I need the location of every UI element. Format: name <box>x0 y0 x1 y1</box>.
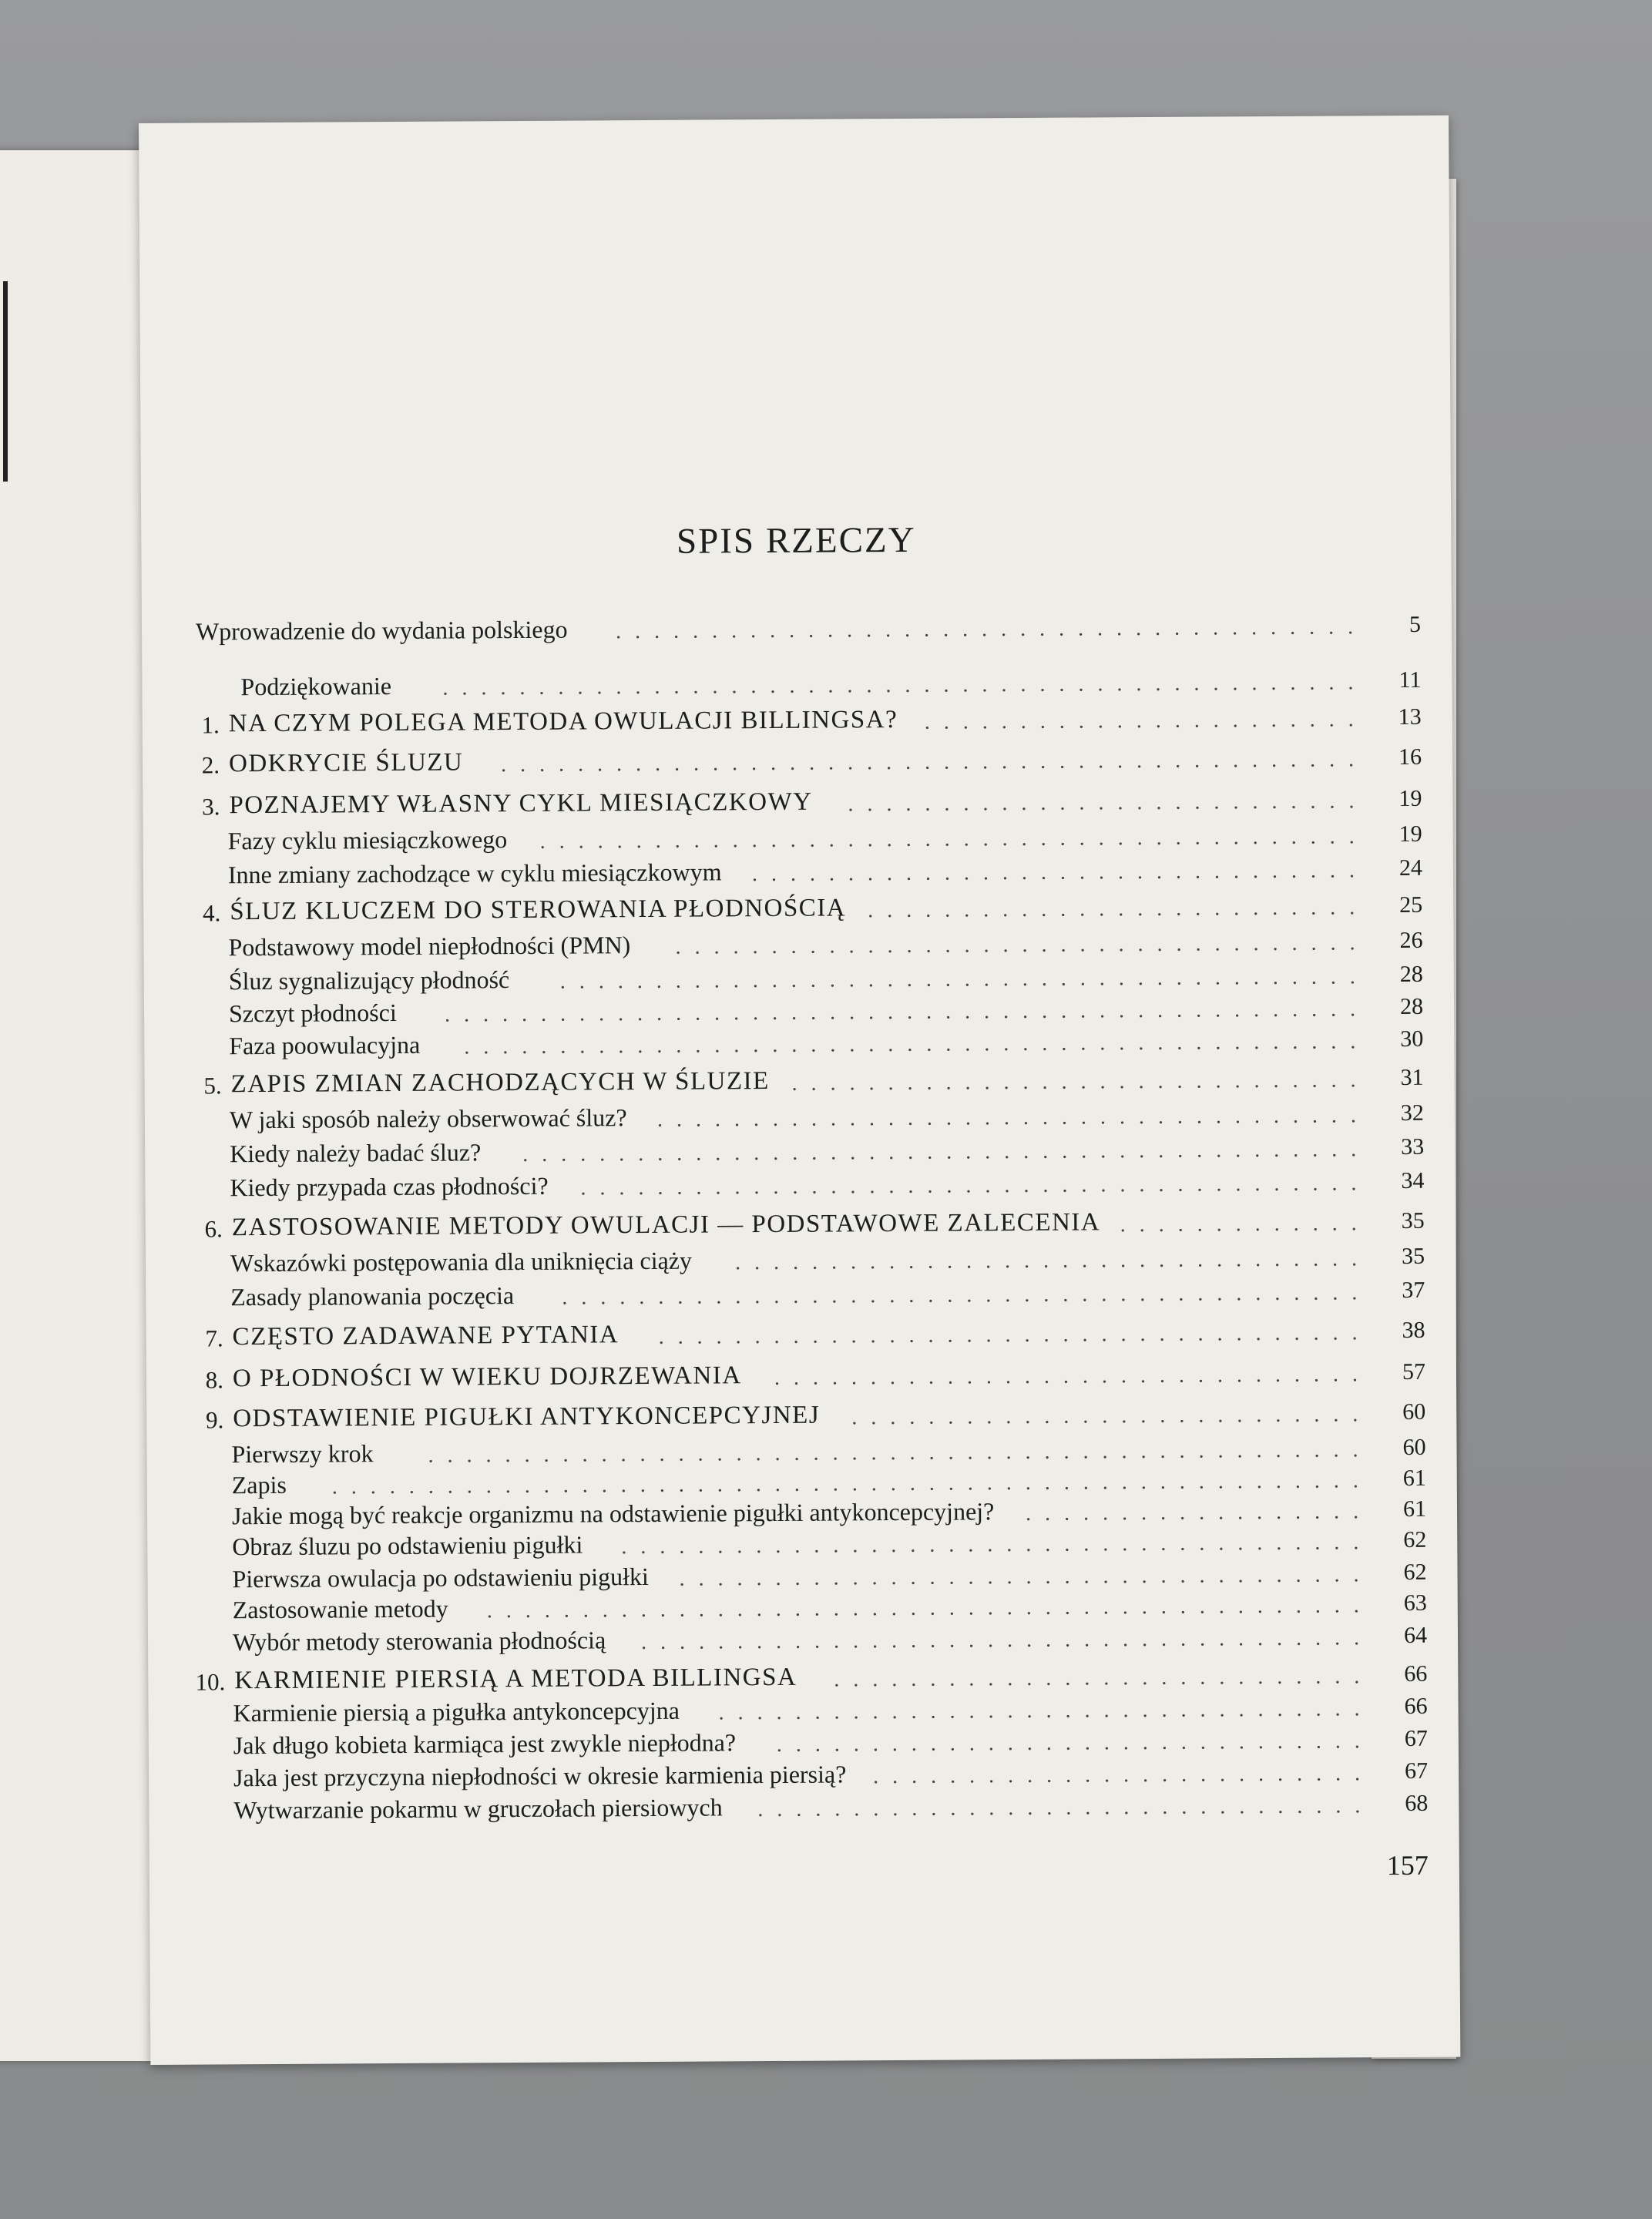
entry-title: Wytwarzanie pokarmu w gruczołach piersiowych <box>233 1793 723 1825</box>
chapter-number: 10. <box>195 1668 226 1696</box>
page-number: 157 <box>1386 1849 1429 1882</box>
entry-page-number: 5 <box>1409 611 1422 637</box>
leader-dots: .................................... <box>679 1563 1373 1591</box>
entry-title: Podstawowy model niepłodności (PMN) <box>228 931 631 962</box>
entry-title: Jakie mogą być reakcje organizmu na odstawienie pigułki antykoncepcyjnej? <box>231 1497 995 1530</box>
entry-title: O PŁODNOŚCI W WIEKU DOJRZEWANIA <box>232 1361 742 1393</box>
entry-page-number: 33 <box>1401 1133 1425 1160</box>
entry-title: ODSTAWIENIE PIGUŁKI ANTYKONCEPCYJNEJ <box>233 1401 821 1433</box>
entry-title: POZNAJEMY WŁASNY CYKL MIESIĄCZKOWY <box>229 787 813 820</box>
entry-title: ŚLUZ KLUCZEM DO STEROWANIA PŁODNOŚCIĄ <box>230 894 847 926</box>
leader-dots: .................................. <box>718 1697 1374 1725</box>
toc-entry <box>148 1620 1458 1661</box>
entry-page-number: 16 <box>1398 744 1422 770</box>
entry-page-number: 57 <box>1402 1358 1426 1385</box>
entry-page-number: 63 <box>1403 1590 1427 1616</box>
entry-title: Zasady planowania poczęcia <box>230 1281 515 1311</box>
entry-title: Kiedy przypada czas płodności? <box>230 1171 549 1202</box>
leader-dots: ....................... <box>924 707 1368 734</box>
book-page <box>139 116 1460 2065</box>
page-title: SPIS RZECZY <box>676 519 916 562</box>
entry-title: ZASTOSOWANIE METODY OWULACJI — PODSTAWOWE ZALECENIA <box>231 1208 1101 1242</box>
toc-chapter-entry <box>143 701 1452 743</box>
leader-dots: ............................................ <box>522 1137 1371 1167</box>
left-book-page <box>0 150 154 2061</box>
leader-dots: ................................ <box>757 1794 1375 1822</box>
leader-dots: ........................... <box>848 789 1368 817</box>
chapter-number: 3. <box>202 793 220 821</box>
entry-page-number: 19 <box>1398 821 1422 848</box>
toc-entry <box>145 1165 1455 1207</box>
entry-page-number: 28 <box>1399 993 1424 1020</box>
entry-title: CZĘSTO ZADAWANE PYTANIA <box>232 1321 620 1351</box>
toc-chapter-entry <box>146 1396 1456 1438</box>
entry-page-number: 38 <box>1402 1317 1425 1344</box>
leader-dots: ............................... <box>776 1729 1374 1757</box>
toc-chapter-entry <box>143 889 1453 931</box>
leader-dots: ................................................ <box>442 670 1368 700</box>
entry-page-number: 37 <box>1402 1277 1425 1304</box>
leader-dots: ......................................... <box>580 1171 1371 1200</box>
toc-chapter-entry <box>143 741 1452 783</box>
leader-dots: .......................... <box>873 1761 1375 1789</box>
leader-dots: .............................................. <box>486 1593 1373 1623</box>
entry-page-number: 19 <box>1398 785 1422 812</box>
toc-chapter-entry <box>143 783 1452 824</box>
leader-dots: ............................................... <box>464 1029 1370 1059</box>
entry-title: Wskazówki postępowania dla uniknięcia ciąży <box>230 1246 693 1277</box>
leader-dots: ........................................... <box>539 824 1368 854</box>
toc-chapter-entry <box>146 1314 1456 1356</box>
leader-dots: ............................ <box>834 1664 1374 1692</box>
chapter-number: 9. <box>205 1406 224 1434</box>
entry-title: Zapis <box>231 1470 287 1499</box>
entry-page-number: 24 <box>1398 854 1423 881</box>
leader-dots: ....................................... <box>615 615 1368 644</box>
entry-page-number: 68 <box>1405 1790 1429 1817</box>
entry-page-number: 67 <box>1404 1725 1428 1752</box>
chapter-number: 6. <box>204 1215 223 1243</box>
toc-entry <box>149 1788 1459 1829</box>
toc-chapter-entry <box>145 1062 1455 1103</box>
leader-dots: ..................................... <box>658 1321 1372 1349</box>
entry-title: Jaka jest przyczyna niepłodności w okresie karmienia piersią? <box>233 1760 847 1792</box>
chapter-number: 5. <box>203 1072 222 1099</box>
entry-title: Inne zmiany zachodzące w cyklu miesiączkowym <box>227 858 722 889</box>
entry-page-number: 28 <box>1399 961 1423 988</box>
leader-dots: ................................................ <box>444 997 1370 1027</box>
leader-dots: ................................................. <box>428 1438 1372 1468</box>
entry-title: W jaki sposób należy obserwować śluz? <box>229 1103 627 1134</box>
toc-entry <box>142 609 1452 650</box>
entry-title: Podziękowanie <box>240 672 392 701</box>
entry-title: Kiedy należy badać śluz? <box>230 1138 482 1168</box>
entry-title: Obraz śluzu po odstawieniu pigułki <box>232 1530 583 1561</box>
leader-dots: ............................... <box>774 1362 1372 1390</box>
entry-title: ODKRYCIE ŚLUZU <box>228 748 464 778</box>
entry-page-number: 66 <box>1404 1660 1428 1687</box>
entry-page-number: 26 <box>1399 927 1423 954</box>
entry-page-number: 67 <box>1404 1757 1429 1784</box>
entry-page-number: 13 <box>1398 703 1422 730</box>
entry-page-number: 61 <box>1402 1496 1427 1522</box>
leader-dots: .......................................... <box>562 1281 1372 1310</box>
entry-page-number: 31 <box>1400 1064 1424 1091</box>
entry-page-number: 32 <box>1400 1099 1424 1126</box>
toc-entry <box>146 1274 1456 1316</box>
leader-dots: ................................. <box>734 1247 1372 1275</box>
chapter-number: 2. <box>201 751 220 779</box>
entry-title: Fazy cyklu miesiączkowego <box>227 825 508 855</box>
entry-title: ZAPIS ZMIAN ZACHODZĄCYCH W ŚLUZIE <box>230 1067 770 1099</box>
leader-dots: ........................... <box>851 1402 1372 1430</box>
entry-page-number: 35 <box>1401 1207 1425 1234</box>
chapter-number: 1. <box>201 711 220 739</box>
entry-page-number: 34 <box>1401 1167 1425 1194</box>
toc-entry <box>144 1023 1454 1065</box>
toc-chapter-entry <box>146 1356 1456 1398</box>
leader-dots: .................................... <box>675 931 1369 959</box>
entry-page-number: 64 <box>1403 1622 1428 1649</box>
entry-title: Zastosowanie metody <box>232 1594 448 1624</box>
leader-dots: ...................................................... <box>331 1469 1372 1499</box>
leader-dots: .......................... <box>868 895 1369 923</box>
entry-title: NA CZYM POLEGA METODA OWULACJI BILLINGSA? <box>228 705 898 738</box>
leader-dots: .............................. <box>791 1068 1370 1096</box>
entry-title: Szczyt płodności <box>228 998 397 1028</box>
entry-page-number: 60 <box>1402 1434 1426 1461</box>
entry-page-number: 35 <box>1401 1243 1425 1270</box>
entry-page-number: 30 <box>1400 1026 1424 1052</box>
entry-page-number: 66 <box>1404 1693 1428 1720</box>
chapter-number: 8. <box>205 1366 224 1394</box>
leader-dots: ................................ <box>751 858 1369 887</box>
leader-dots: ..................................... <box>656 1103 1370 1132</box>
entry-page-number: 62 <box>1403 1526 1427 1553</box>
entry-page-number: 62 <box>1403 1559 1427 1586</box>
leader-dots: ....................................... <box>621 1530 1373 1559</box>
entry-title: Śluz sygnalizujący płodność <box>228 965 510 995</box>
leader-dots: ...................................... <box>640 1626 1374 1655</box>
entry-page-number: 60 <box>1402 1398 1426 1425</box>
leader-dots: .......................................... <box>559 965 1369 994</box>
toc-entry <box>142 664 1452 706</box>
chapter-number: 4. <box>202 899 221 927</box>
entry-title: KARMIENIE PIERSIĄ A METODA BILLINGSA <box>234 1663 797 1695</box>
toc-chapter-entry <box>146 1205 1456 1247</box>
leader-dots: .................. <box>1025 1499 1373 1526</box>
entry-title: Faza poowulacyjna <box>229 1030 421 1060</box>
leader-dots: ............. <box>1120 1211 1371 1237</box>
entry-title: Karmienie piersią a pigułka antykoncepcyjna <box>233 1696 680 1727</box>
entry-page-number: 11 <box>1398 666 1422 693</box>
leader-dots: ............................................. <box>501 747 1368 777</box>
entry-title: Pierwsza owulacja po odstawieniu pigułki <box>232 1562 649 1593</box>
chapter-number: 7. <box>205 1324 223 1352</box>
entry-page-number: 25 <box>1399 891 1423 918</box>
entry-title: Jak długo kobieta karmiąca jest zwykle niepłodna? <box>233 1728 737 1760</box>
toc-entry <box>143 852 1453 894</box>
entry-title: Wybór metody sterowania płodnością <box>232 1626 606 1657</box>
entry-title: Wprowadzenie do wydania polskiego <box>195 615 568 646</box>
entry-title: Pierwszy krok <box>231 1439 374 1469</box>
entry-page-number: 61 <box>1402 1465 1426 1492</box>
